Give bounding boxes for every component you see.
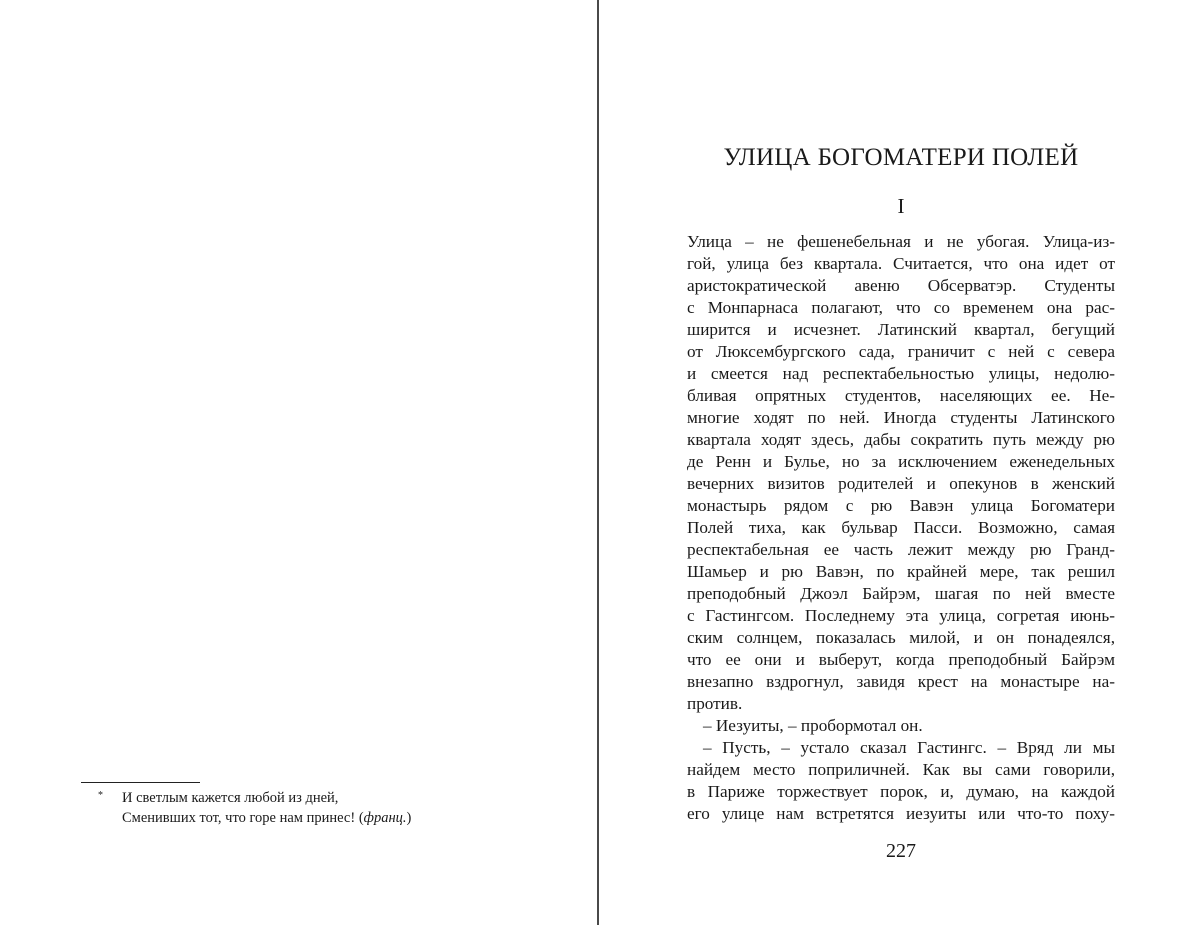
footnote — [98, 788, 528, 828]
footnote-line-2-close: ) — [406, 810, 412, 826]
footnote-line-2-text: Сменивших тот, что горе нам принес! ( — [122, 810, 364, 826]
dialogue-line: – Пусть, – устало сказал Гастингс. – Вряд ли мы — [703, 738, 1115, 757]
text-line: в Париже торжествует порок, и, думаю, на каждой — [687, 782, 1115, 801]
text-line: монастырь рядом с рю Вавэн улица Богоматери — [687, 496, 1115, 515]
dialogue-line: – Иезуиты, – пробормотал он. — [703, 716, 923, 735]
text-line: де Ренн и Булье, но за исключением еженедельных — [687, 452, 1115, 471]
footnote-mark: * — [98, 790, 103, 801]
text-line: Полей тиха, как бульвар Пасси. Возможно, самая — [687, 518, 1115, 537]
text-line: его улице нам встретятся иезуиты или что-то поху- — [687, 804, 1115, 823]
text-line: с Гастингсом. Последнему эта улица, согретая июнь- — [687, 606, 1115, 625]
text-line: вечерних визитов родителей и опекунов в женский — [687, 474, 1115, 493]
text-line: от Люксембургского сада, граничит с ней с севера — [687, 342, 1115, 361]
text-line: ским солнцем, показалась милой, и он понадеялся, — [687, 628, 1115, 647]
text-line: многие ходят по ней. Иногда студенты Латинского — [687, 408, 1115, 427]
text-line: найдем место поприличней. Как вы сами говорили, — [687, 760, 1115, 779]
text-line: респектабельная ее часть лежит между рю Гранд- — [687, 540, 1115, 559]
text-line: и смеется над респектабельностью улицы, недолю- — [687, 364, 1115, 383]
page-number: 227 — [886, 840, 916, 862]
footnote-line-1: И светлым кажется любой из дней, — [122, 790, 339, 806]
text-line: Шамьер и рю Вавэн, по крайней мере, так решил — [687, 562, 1115, 581]
text-line: что ее они и выберут, когда преподобный Байрэм — [687, 650, 1115, 669]
chapter-title: УЛИЦА БОГОМАТЕРИ ПОЛЕЙ — [723, 144, 1079, 171]
section-number: I — [897, 194, 905, 218]
footnote-language-note: франц. — [363, 810, 407, 826]
text-line: внезапно вздрогнул, завидя крест на монастыре на- — [687, 672, 1115, 691]
text-line: против. — [687, 694, 743, 713]
left-page — [0, 0, 597, 925]
footnote-line-2 — [108, 808, 528, 828]
body-text — [687, 231, 1115, 825]
text-line: с Монпарнаса полагают, что со временем она рас- — [687, 298, 1115, 317]
text-line: преподобный Джоэл Байрэм, шагая по ней вместе — [687, 584, 1115, 603]
footnote-rule — [81, 782, 200, 783]
text-line: аристократической авеню Обсерватэр. Студенты — [687, 276, 1115, 295]
text-line: гой, улица без квартала. Считается, что она идет от — [687, 254, 1115, 273]
text-line: Улица – не фешенебельная и не убогая. Улица-из- — [687, 232, 1115, 251]
text-line: ширится и исчезнет. Латинский квартал, бегущий — [687, 320, 1115, 339]
right-page — [599, 0, 1201, 925]
text-line: бливая опрятных студентов, населяющих ее. Не- — [687, 386, 1115, 405]
text-line: квартала ходят здесь, дабы сократить путь между рю — [687, 430, 1115, 449]
